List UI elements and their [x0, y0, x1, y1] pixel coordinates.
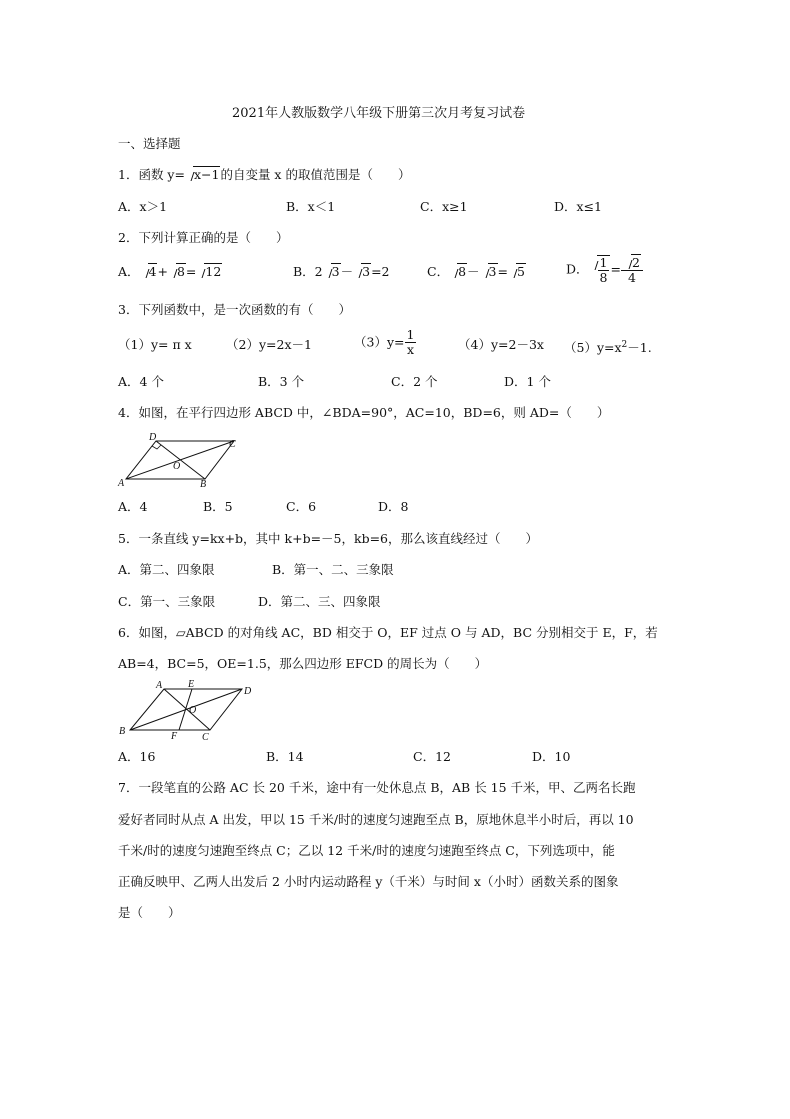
- q6-option-a: A．16: [118, 749, 156, 764]
- q3-option-b: B．3 个: [258, 374, 305, 389]
- q2-a-radicand-1: 4: [148, 264, 157, 279]
- q2-d-radical-body: [597, 255, 611, 285]
- question-5-stem: 5．一条直线 y=kx+b，其中 k+b=－5，kb=6，那么该直线经过（ ）: [118, 531, 539, 546]
- q2-c-radicand-3: 5: [516, 264, 525, 279]
- q2-b-radicand-2: 3: [362, 264, 371, 279]
- q1-option-b: B．x＜1: [286, 199, 336, 214]
- q1-radicand: x−1: [193, 167, 220, 182]
- question-6-line-1: 6．如图，▱ABCD 的对角线 AC，BD 相交于 O，EF 过点 O 与 AD，BC 分别相交于 E，F，若: [118, 625, 658, 640]
- question-4-stem: 4．如图，在平行四边形 ABCD 中，∠BDA=90°，AC=10，BD=6，则 AD=（ ）: [118, 405, 610, 420]
- question-7-line-3: 千米/时的速度匀速跑至终点 C；乙以 12 千米/时的速度匀速跑至终点 C，下列选项中，能: [118, 843, 615, 858]
- sqrt-symbol: [354, 263, 371, 280]
- q1-option-d: D．x≤1: [554, 199, 602, 214]
- sqrt-symbol: [197, 263, 222, 280]
- q2-option-c: [427, 263, 526, 280]
- question-7-line-1: 7．一段笔直的公路 AC 长 20 千米，途中有一处休息点 B，AB 长 15 千米，甲、乙两名长跑: [118, 780, 636, 795]
- label-b: B: [119, 726, 126, 737]
- right-angle-mark: [152, 445, 161, 449]
- question-7-line-2: 爱好者同时从点 A 出发，甲以 15 千米/时的速度匀速跑至点 B，原地休息半小时后，再以 10: [118, 812, 634, 827]
- q2-option-b: [293, 263, 390, 280]
- q4-option-d: D．8: [378, 499, 409, 514]
- label-a: A: [118, 478, 125, 488]
- sqrt-symbol: [169, 263, 186, 280]
- q3-f3-numerator: 1: [406, 327, 415, 342]
- q2-a-radicand-3: 12: [205, 264, 222, 279]
- q3-function-3: [354, 328, 416, 357]
- q2-a-plus: +: [157, 264, 168, 279]
- q5-option-b: B．第一、二、三象限: [272, 562, 394, 577]
- q4-option-a: A．4: [118, 499, 148, 514]
- q1-option-a: A．x＞1: [118, 199, 168, 214]
- q3-option-a: A．4 个: [118, 374, 164, 389]
- q4-option-b: B．5: [203, 499, 233, 514]
- q3-function-5: [564, 337, 652, 356]
- section-heading: 一、选择题: [118, 136, 181, 151]
- q2-b-label: B．2: [293, 264, 323, 279]
- diagonal-ac: [164, 689, 210, 730]
- q5-option-a: A．第二、四象限: [118, 562, 215, 577]
- q2-c-label: C．: [427, 264, 450, 279]
- q4-option-c: C．6: [286, 499, 317, 514]
- sqrt-symbol: [450, 263, 467, 280]
- label-b: B: [200, 479, 207, 488]
- q2-d-rhs-denominator: 4: [627, 270, 636, 285]
- q3-option-c: C．2 个: [391, 374, 438, 389]
- sqrt-symbol: [324, 263, 341, 280]
- q2-b-radicand-1: 3: [331, 264, 340, 279]
- q2-option-d: [566, 254, 643, 285]
- question-7-line-5: 是（ ）: [118, 905, 181, 920]
- q5-option-d: D．第二、三、四象限: [258, 594, 381, 609]
- q2-d-equals: =: [610, 261, 621, 277]
- sqrt-symbol: [141, 263, 158, 280]
- label-c: C: [202, 732, 209, 743]
- q6-option-c: C．12: [413, 749, 451, 764]
- question-2-stem: 2．下列计算正确的是（ ）: [118, 230, 289, 245]
- q2-d-label: D．: [566, 261, 589, 277]
- parallelogram-figure-q4: [116, 430, 246, 488]
- sqrt-symbol: [481, 263, 498, 280]
- q2-b-tail: =2: [371, 264, 390, 279]
- fraction: [405, 328, 417, 357]
- q2-c-radicand-2: 3: [488, 264, 497, 279]
- question-3-stem: 3．下列函数中，是一次函数的有（ ）: [118, 302, 351, 317]
- q6-option-d: D．10: [532, 749, 571, 764]
- label-a: A: [156, 680, 163, 691]
- sqrt-symbol: [186, 166, 220, 183]
- sqrt-symbol: [590, 255, 611, 285]
- q3-function-4: （4）y=2－3x: [458, 337, 544, 352]
- q2-c-minus: －: [467, 264, 480, 279]
- diagonal-bd: [156, 441, 205, 479]
- q3-f5-exponent: 2: [621, 340, 628, 350]
- q2-option-a: [118, 263, 222, 280]
- q6-option-b: B．14: [266, 749, 304, 764]
- q3-f5-prefix: （5）y=x: [564, 340, 622, 356]
- label-e: E: [188, 679, 195, 690]
- parallelogram-figure-q6: [116, 678, 256, 744]
- question-6-line-2: AB=4，BC=5，OE=1.5，那么四边形 EFCD 的周长为（ ）: [118, 656, 488, 671]
- q2-d-numerator: 1: [599, 254, 608, 270]
- q2-a-radicand-2: 8: [176, 264, 185, 279]
- q2-c-equals: =: [497, 264, 508, 279]
- label-c: C: [229, 439, 236, 450]
- q1-stem-prefix: 1．函数 y=: [118, 167, 185, 182]
- label-d: D: [244, 686, 252, 697]
- fraction: [621, 254, 643, 285]
- q3-f5-suffix: －1.: [627, 340, 652, 356]
- q2-d-rhs-radicand: 2: [631, 255, 640, 270]
- label-o: O: [189, 705, 197, 716]
- q2-b-minus: －: [340, 264, 354, 279]
- label-o: O: [173, 461, 181, 472]
- q2-d-denominator: 8: [599, 269, 608, 285]
- fraction: [598, 256, 610, 285]
- label-d: D: [149, 432, 157, 443]
- q3-f3-denominator: x: [406, 342, 414, 357]
- q3-function-1: （1）y= π x: [118, 337, 192, 352]
- sqrt-symbol: [624, 254, 641, 270]
- q3-f3-prefix: （3）y=: [354, 334, 405, 350]
- q1-option-c: C．x≥1: [420, 199, 468, 214]
- q2-c-radicand-1: 8: [458, 264, 467, 279]
- q3-function-2: （2）y=2x－1: [226, 337, 312, 352]
- q3-option-d: D．1 个: [504, 374, 551, 389]
- sqrt-symbol: [509, 263, 526, 280]
- q1-stem-suffix: 的自变量 x 的取值范围是（ ）: [220, 167, 411, 182]
- question-1-stem: [118, 166, 410, 183]
- label-f: F: [171, 731, 178, 742]
- q5-option-c: C．第一、三象限: [118, 594, 216, 609]
- question-7-line-4: 正确反映甲、乙两人出发后 2 小时内运动路程 y（千米）与时间 x（小时）函数关系的图象: [118, 874, 619, 889]
- q2-a-equals: =: [185, 264, 197, 279]
- page-title: 2021年人教版数学八年级下册第三次月考复习试卷: [232, 106, 526, 121]
- q2-a-label: A．: [118, 264, 140, 279]
